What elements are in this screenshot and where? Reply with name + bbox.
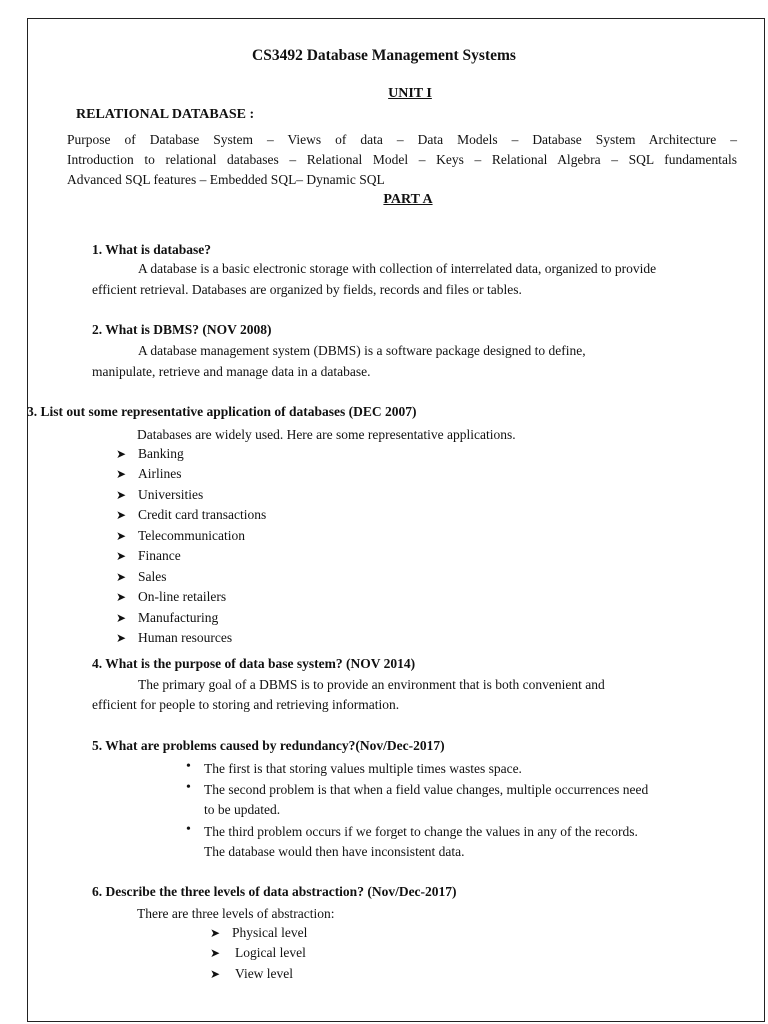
list-item: ➤ Human resources [116, 630, 233, 645]
arrow-bullet-icon: ➤ [210, 946, 221, 960]
syllabus-paragraph [67, 130, 737, 190]
arrow-bullet-icon: ➤ [116, 549, 127, 563]
list-item: ➤ Sales [116, 569, 167, 584]
arrow-bullet-icon: ➤ [116, 529, 127, 543]
answer-1-line: A database is a basic electronic storage with collection of interrelated data, organized to provide [138, 261, 657, 276]
question-1: 1. What is database? [92, 242, 212, 257]
question-5: 5. What are problems caused by redundancy?(Nov/Dec-2017) [92, 738, 445, 753]
syllabus-line: Introduction to relational databases – Relational Model – Keys – Relational Algebra – SQL fundamentals [67, 152, 737, 167]
question-2: 2. What is DBMS? (NOV 2008) [92, 322, 272, 337]
list-item: ➤ Banking [116, 446, 184, 461]
list-item: ➤ On-line retailers [116, 589, 227, 604]
question-4: 4. What is the purpose of data base system? (NOV 2014) [92, 656, 416, 671]
document-title: CS3492 Database Management Systems [252, 47, 516, 64]
arrow-bullet-icon: ➤ [116, 570, 127, 584]
bullet-dot-icon: • [186, 822, 191, 837]
answer-3-intro: Databases are widely used. Here are some representative applications. [137, 427, 516, 442]
list-item: ➤ Finance [116, 548, 181, 563]
syllabus-line: Advanced SQL features – Embedded SQL– Dynamic SQL [67, 172, 385, 187]
list-item: ➤ Credit card transactions [116, 507, 267, 522]
arrow-bullet-icon: ➤ [116, 488, 127, 502]
arrow-bullet-icon: ➤ [116, 590, 127, 604]
bullet-point-line: The second problem is that when a field value changes, multiple occurrences need [204, 782, 649, 797]
answer-6-intro: There are three levels of abstraction: [137, 906, 335, 921]
answer-4-line: The primary goal of a DBMS is to provide an environment that is both convenient and [138, 677, 605, 692]
bullet-dot-icon: • [186, 780, 191, 795]
answer-4-line: efficient for people to storing and retrieving information. [92, 697, 400, 712]
section-heading: RELATIONAL DATABASE : [76, 107, 255, 122]
arrow-bullet-icon: ➤ [116, 467, 127, 481]
list-item: ➤ Physical level [210, 925, 308, 940]
list-item: ➤ Telecommunication [116, 528, 246, 543]
bullet-point-line: to be updated. [204, 802, 281, 817]
list-item: ➤ Universities [116, 487, 204, 502]
question-6: 6. Describe the three levels of data abstraction? (Nov/Dec-2017) [92, 884, 457, 899]
list-item: ➤ View level [210, 966, 294, 981]
question-3: 3. List out some representative application of databases (DEC 2007) [27, 404, 417, 419]
bullet-point-line: The first is that storing values multiple times wastes space. [204, 761, 522, 776]
arrow-bullet-icon: ➤ [210, 926, 221, 940]
list-item: ➤ Manufacturing [116, 610, 219, 625]
arrow-bullet-icon: ➤ [116, 611, 127, 625]
bullet-point-line: The database would then have inconsistent data. [204, 844, 465, 859]
answer-1-line: efficient retrieval. Databases are organized by fields, records and files or tables. [92, 282, 522, 297]
list-item: ➤ Airlines [116, 466, 182, 481]
arrow-bullet-icon: ➤ [116, 508, 127, 522]
syllabus-line: Purpose of Database System – Views of data – Data Models – Database System Architecture – [67, 132, 737, 147]
answer-2-line: A database management system (DBMS) is a software package designed to define, [138, 343, 586, 358]
answer-2-line: manipulate, retrieve and manage data in a database. [92, 364, 371, 379]
arrow-bullet-icon: ➤ [116, 631, 127, 645]
arrow-bullet-icon: ➤ [210, 967, 221, 981]
bullet-dot-icon: • [186, 759, 191, 774]
unit-heading: UNIT I [388, 86, 432, 101]
part-heading: PART A [383, 192, 433, 207]
arrow-bullet-icon: ➤ [116, 447, 127, 461]
bullet-point-line: The third problem occurs if we forget to change the values in any of the records. [204, 824, 638, 839]
list-item: ➤ Logical level [210, 945, 306, 960]
